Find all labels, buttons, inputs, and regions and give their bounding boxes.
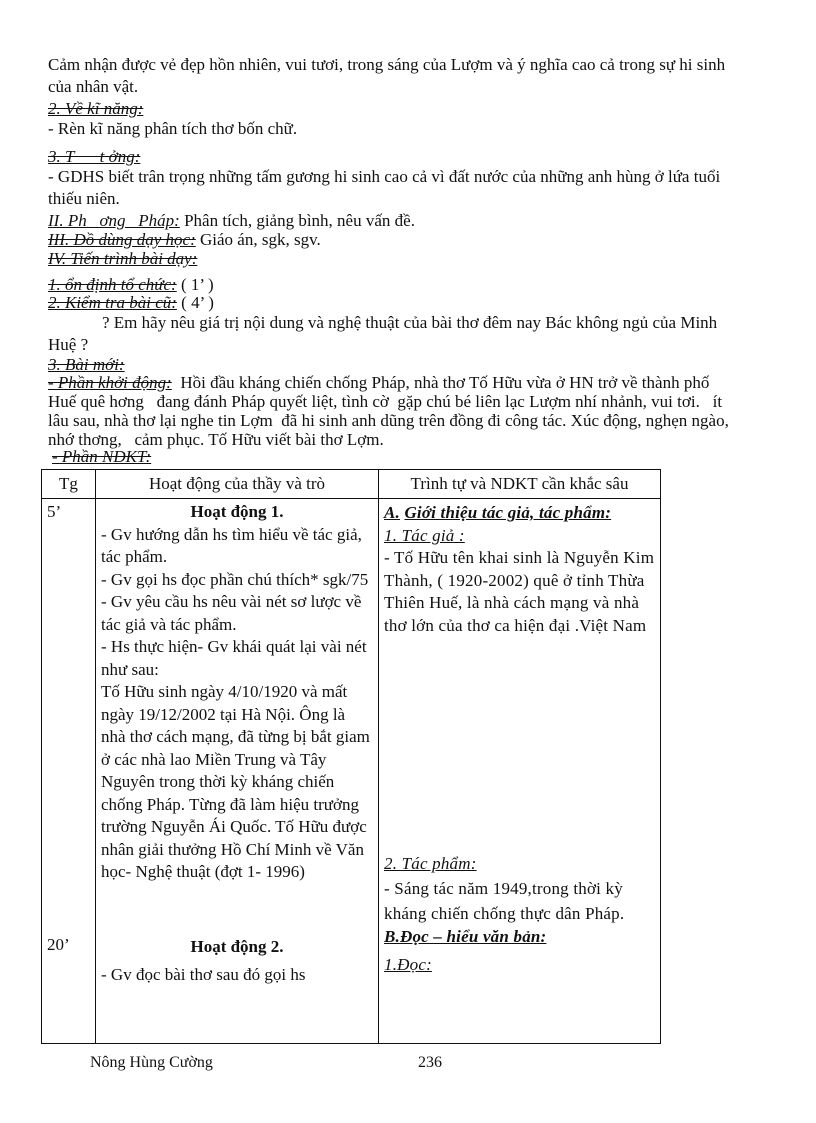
tg-cell	[42, 499, 96, 1044]
warmup-text: Hồi đầu kháng chiến chống Pháp, nhà thơ Tố Hữu vừa ở HN trở về thành phố Huế quê hơng đang đánh Pháp quyết liệt, tình cờ gặp chú bé liên lạc Lượm nhí nhảnh, vui tơi. ít lâu sau, nhà thơ lại nghe tin Lợm đã hi sinh anh dũng trên đồng đi công tác. Xúc động, nghẹn ngào, nhớ thơng, cảm phục. Tố Hữu viết bài thơ Lợm.	[48, 373, 734, 449]
header-activities: Hoạt động của thầy và trò	[96, 470, 379, 499]
method-label: II. Ph ơng Pháp:	[48, 211, 180, 230]
activity-1-line: - Gv hướng dẫn hs tìm hiểu về tác giả, tác phẩm.	[101, 524, 362, 566]
work-heading: 2. Tác phẩm:	[384, 854, 477, 873]
section-a	[384, 501, 655, 525]
step2-label: 2. Kiểm tra bài cũ:	[48, 293, 177, 312]
attitude-heading	[48, 146, 728, 168]
step2-line	[48, 292, 728, 314]
step3-label: 3. Bài mới:	[48, 355, 125, 374]
lesson-table	[41, 469, 661, 1044]
tg-1: 5’	[47, 502, 62, 521]
work-summary: - Sáng tác năm 1949,trong thời kỳ kháng chiến chống thực dân Pháp.	[384, 878, 625, 923]
warmup-label: - Phần khởi động:	[48, 373, 172, 392]
process-label: IV. Tiến trình bài dạy:	[48, 249, 198, 268]
table-row	[42, 499, 661, 1044]
activity-2-line: - Gv đọc bài thơ sau đó gọi hs	[101, 965, 306, 984]
footer-author: Nông Hùng Cường	[90, 1054, 213, 1071]
activity-1-title: Hoạt động 1.	[190, 502, 284, 521]
process-line	[48, 248, 728, 270]
header-content: Trình tự và NDKT cần khắc sâu	[379, 470, 661, 499]
step1-label: 1. ổn định tổ chức:	[48, 275, 177, 294]
ndkt-label: - Phần NDKT:	[52, 447, 152, 466]
objective-knowledge: Cảm nhận được vẻ đẹp hồn nhiên, vui tươi, trong sáng của Lượm và ý nghĩa cao cả trong sự hi sinh của nhân vật.	[48, 55, 726, 96]
content-cell	[379, 499, 661, 1044]
review-question: ? Em hãy nêu giá trị nội dung và nghệ thuật của bài thơ đêm nay Bác không ngủ của Minh Huệ ?	[48, 313, 718, 354]
section-b-title: B.Đọc – hiểu văn bản:	[384, 926, 547, 946]
step2-time: ( 4’ )	[176, 293, 214, 312]
author-bio: Tố Hữu sinh ngày 4/10/1920 và mất ngày 19/12/2002 tại Hà Nội. Ông là nhà thơ cách mạng, đã từng bị bắt giam ở các nhà lao Miền Trung và Tây Nguyên trong thời kỳ kháng chiến chống Pháp. Từng đã làm hiệu trưởng trường Nguyễn Ái Quốc. Tố Hữu được nhân giải thưởng Hồ Chí Minh về Văn học- Nghệ thuật (đợt 1- 1996)	[101, 682, 370, 881]
activities-cell	[96, 499, 379, 1044]
activity-2-title: Hoạt động 2.	[190, 936, 284, 956]
attitude-text: - GDHS biết trân trọng những tấm gương hi sinh cao cả vì đất nước của những anh hùng ở lứa tuổi thiếu niên.	[48, 167, 721, 208]
page-number: 236	[418, 1054, 442, 1071]
table-header-row	[42, 470, 661, 499]
activity-1-line: - Gv yêu cầu hs nêu vài nét sơ lược về tác giả và tác phẩm.	[101, 592, 362, 634]
step1-time: ( 1’ )	[176, 275, 214, 294]
skill-heading-text: 2. Về kĩ năng:	[48, 99, 144, 118]
activity-1-line: - Hs thực hiện- Gv khái quát lại vài nét như sau:	[101, 637, 367, 679]
tools-text: Giáo án, sgk, sgv.	[195, 230, 321, 249]
tg-2: 20’	[47, 934, 70, 954]
ndkt-line	[52, 446, 732, 468]
reading-heading: 1.Đọc:	[384, 954, 432, 974]
attitude-heading-text: 3. T t ởng:	[48, 147, 141, 166]
section-a-letter: A.	[384, 503, 400, 522]
skill-text: - Rèn kĩ năng phân tích thơ bốn chữ.	[48, 119, 298, 138]
header-tg: Tg	[42, 470, 96, 499]
warmup-paragraph	[48, 373, 738, 449]
method-text: Phân tích, giảng bình, nêu vấn đề.	[179, 211, 415, 230]
skill-heading	[48, 98, 728, 120]
author-heading: 1. Tác giả :	[384, 526, 465, 545]
activity-1-line: - Gv gọi hs đọc phần chú thích* sgk/75	[101, 569, 369, 589]
author-summary: - Tố Hữu tên khai sinh là Nguyễn Kim Thành, ( 1920-2002) quê ở tỉnh Thừa Thiên Huế, là nhà cách mạng và nhà thơ lớn của thơ ca hiện đại .Việt Nam	[384, 548, 655, 635]
tools-label: III. Đồ dùng dạy học:	[48, 230, 196, 249]
section-a-title: Giới thiệu tác giả, tác phẩm:	[404, 503, 612, 522]
